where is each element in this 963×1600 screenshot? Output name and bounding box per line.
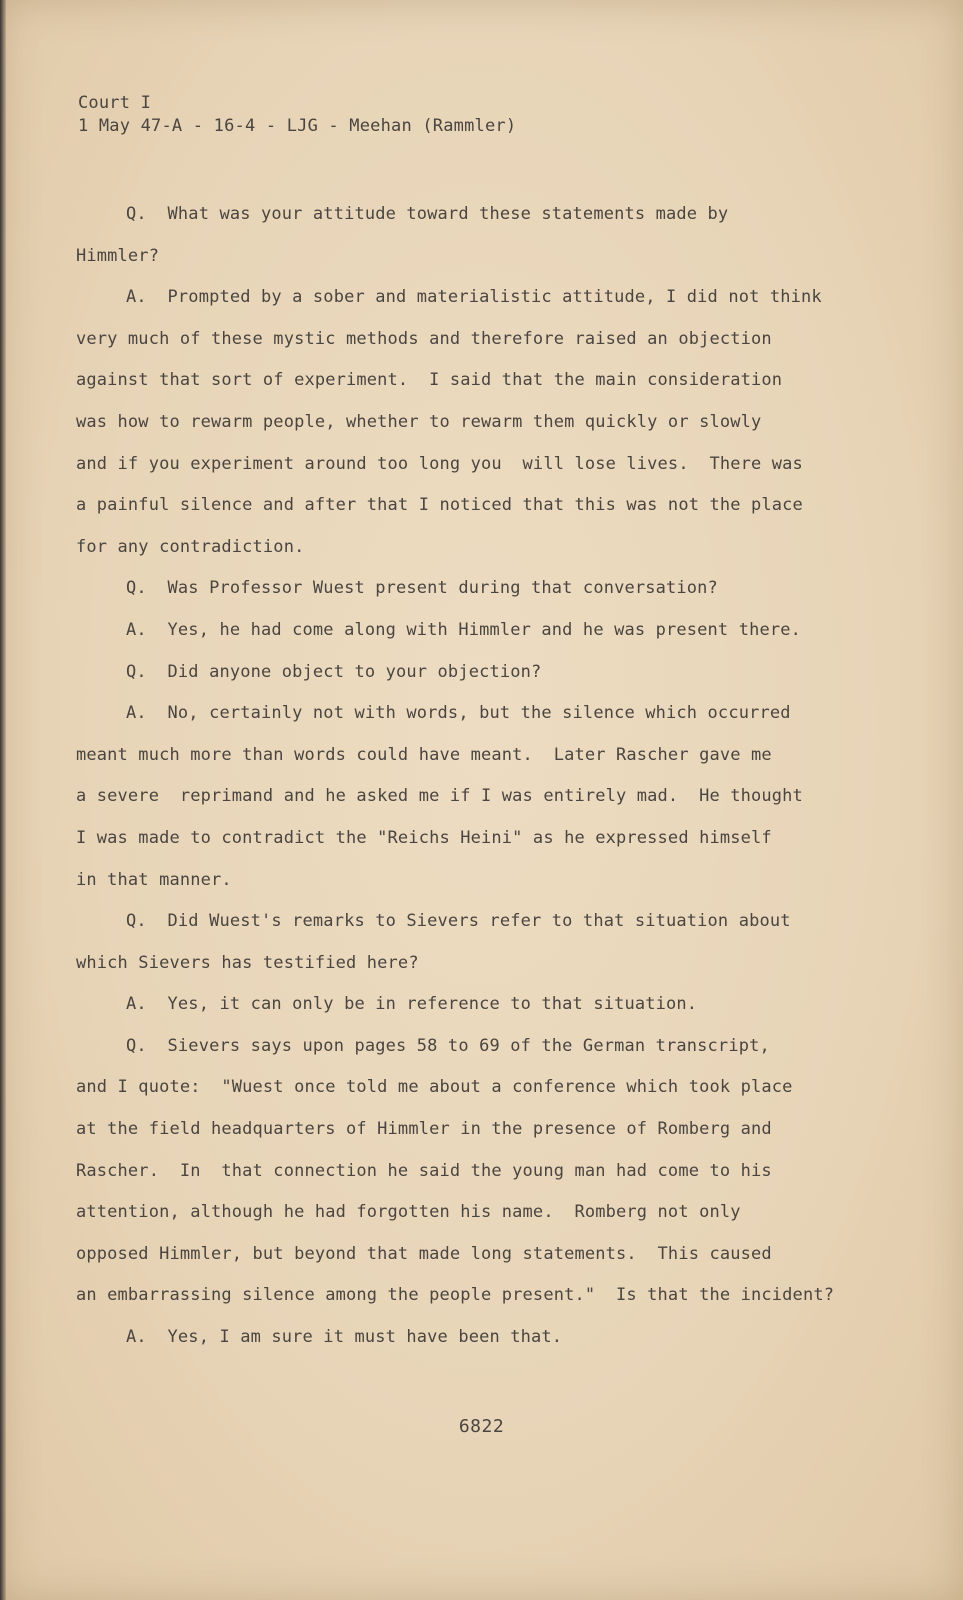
transcript-line: at the field headquarters of Himmler in the presence of Romberg and xyxy=(76,1119,772,1140)
transcript-line: A. Prompted by a sober and materialistic attitude, I did not think xyxy=(126,287,822,308)
transcript-line: in that manner. xyxy=(76,869,232,890)
document-header xyxy=(78,92,516,138)
court-label: Court I xyxy=(78,93,152,113)
transcript-line: Himmler? xyxy=(76,245,160,266)
transcript-line: for any contradiction. xyxy=(76,536,305,557)
transcript-body xyxy=(76,194,876,1359)
transcript-line: a painful silence and after that I noticed that this was not the place xyxy=(76,495,803,516)
transcript-line: which Sievers has testified here? xyxy=(76,952,419,973)
transcript-line: Q. Did Wuest's remarks to Sievers refer to that situation about xyxy=(126,911,791,932)
transcript-line: an embarrassing silence among the people present." Is that the incident? xyxy=(76,1285,835,1306)
transcript-line: I was made to contradict the "Reichs Heini" as he expressed himself xyxy=(76,827,772,848)
transcript-line: very much of these mystic methods and therefore raised an objection xyxy=(76,328,772,349)
transcript-line: Q. Was Professor Wuest present during that conversation? xyxy=(126,578,718,599)
transcript-line: and if you experiment around too long you will lose lives. There was xyxy=(76,453,803,474)
transcript-line: A. Yes, it can only be in reference to that situation. xyxy=(126,994,698,1015)
transcript-line: a severe reprimand and he asked me if I was entirely mad. He thought xyxy=(76,786,803,807)
session-label: 1 May 47-A - 16-4 - LJG - Meehan (Rammler) xyxy=(78,116,517,136)
page-edge-shadow xyxy=(0,0,6,1600)
transcript-line: Q. Did anyone object to your objection? xyxy=(126,661,542,682)
transcript-line: against that sort of experiment. I said that the main consideration xyxy=(76,370,783,391)
transcript-line: A. Yes, I am sure it must have been that. xyxy=(126,1327,563,1348)
transcript-line: and I quote: "Wuest once told me about a conference which took place xyxy=(76,1077,793,1098)
transcript-line: A. No, certainly not with words, but the silence which occurred xyxy=(126,703,791,724)
transcript-line: Q. Sievers says upon pages 58 to 69 of the German transcript, xyxy=(126,1035,770,1056)
transcript-line: was how to rewarm people, whether to rewarm them quickly or slowly xyxy=(76,411,762,432)
transcript-line: A. Yes, he had come along with Himmler and he was present there. xyxy=(126,619,802,640)
transcript-line: attention, although he had forgotten his name. Romberg not only xyxy=(76,1202,741,1223)
transcript-line: Q. What was your attitude toward these statements made by xyxy=(126,204,729,224)
transcript-line: meant much more than words could have meant. Later Rascher gave me xyxy=(76,744,772,765)
transcript-line: opposed Himmler, but beyond that made long statements. This caused xyxy=(76,1243,772,1264)
page-number: 6822 xyxy=(458,1416,505,1437)
transcript-line: Rascher. In that connection he said the young man had come to his xyxy=(76,1160,772,1181)
